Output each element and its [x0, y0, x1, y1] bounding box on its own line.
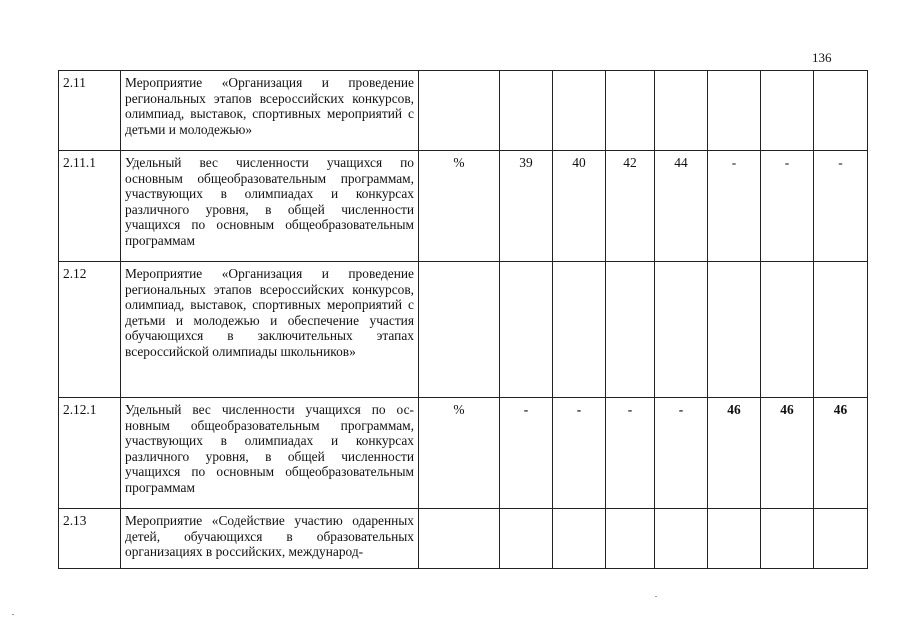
value-cell: 46 — [814, 398, 868, 509]
value-cell — [553, 262, 606, 398]
scan-speck — [655, 596, 657, 597]
page-number: 136 — [812, 50, 832, 65]
value-cell — [500, 509, 553, 569]
unit-cell: % — [419, 151, 500, 262]
row-number: 2.11 — [59, 71, 121, 151]
row-description: Мероприятие «Организация и проведение региональных этапов всероссийских конкурсов, олимпиад, выставок, спортивных мероприятий с детьми и молодежью» — [121, 71, 419, 151]
value-cell: - — [814, 151, 868, 262]
value-cell — [500, 71, 553, 151]
value-cell: 44 — [655, 151, 708, 262]
row-description: Удельный вес численности учащихся по основным общеобразовательным программам, участвующих в олимпиадах и конкурсах различного уровня, в общей численности учащихся по основным общеобразовательным программам — [121, 151, 419, 262]
value-cell: 46 — [761, 398, 814, 509]
value-cell — [500, 262, 553, 398]
scan-speck — [12, 614, 14, 615]
value-cell — [708, 262, 761, 398]
value-cell — [655, 71, 708, 151]
value-cell — [814, 71, 868, 151]
unit-cell — [419, 509, 500, 569]
value-cell — [761, 509, 814, 569]
value-cell: - — [708, 151, 761, 262]
value-cell — [708, 71, 761, 151]
value-cell: - — [655, 398, 708, 509]
unit-cell: % — [419, 398, 500, 509]
value-cell: - — [500, 398, 553, 509]
value-cell — [553, 71, 606, 151]
value-cell: - — [761, 151, 814, 262]
value-cell: - — [553, 398, 606, 509]
row-number: 2.13 — [59, 509, 121, 569]
value-cell — [606, 509, 655, 569]
value-cell — [814, 262, 868, 398]
table-row — [59, 71, 868, 151]
value-cell — [655, 262, 708, 398]
row-number: 2.12.1 — [59, 398, 121, 509]
table-row — [59, 262, 868, 398]
value-cell — [814, 509, 868, 569]
unit-cell — [419, 71, 500, 151]
row-description: Мероприятие «Организация и проведение региональных этапов всероссийских конкурсов, олимпиад, выставок, спортивных мероприятий с детьми и молодежью и обеспечение участия обучающихся в заключительных этапах всероссийской олимпиады школьников» — [121, 262, 419, 398]
table-row — [59, 398, 868, 509]
value-cell — [553, 509, 606, 569]
table-row — [59, 509, 868, 569]
row-description: Мероприятие «Содействие участию одаренных детей, обучающихся в образовательных организациях в российских, международ- — [121, 509, 419, 569]
value-cell: - — [606, 398, 655, 509]
value-cell — [761, 71, 814, 151]
value-cell — [606, 71, 655, 151]
value-cell: 40 — [553, 151, 606, 262]
value-cell — [708, 509, 761, 569]
value-cell — [606, 262, 655, 398]
value-cell — [655, 509, 708, 569]
row-description: Удельный вес численности учащихся по основным общеобразовательным программам, участвующих в олимпиадах и конкурсах различного уровня, в общей численности учащихся по основным общеобразовательным программам — [121, 398, 419, 509]
row-number: 2.11.1 — [59, 151, 121, 262]
value-cell: 39 — [500, 151, 553, 262]
value-cell: 46 — [708, 398, 761, 509]
value-cell — [761, 262, 814, 398]
unit-cell — [419, 262, 500, 398]
table-row — [59, 151, 868, 262]
row-number: 2.12 — [59, 262, 121, 398]
value-cell: 42 — [606, 151, 655, 262]
indicators-table — [58, 70, 868, 569]
